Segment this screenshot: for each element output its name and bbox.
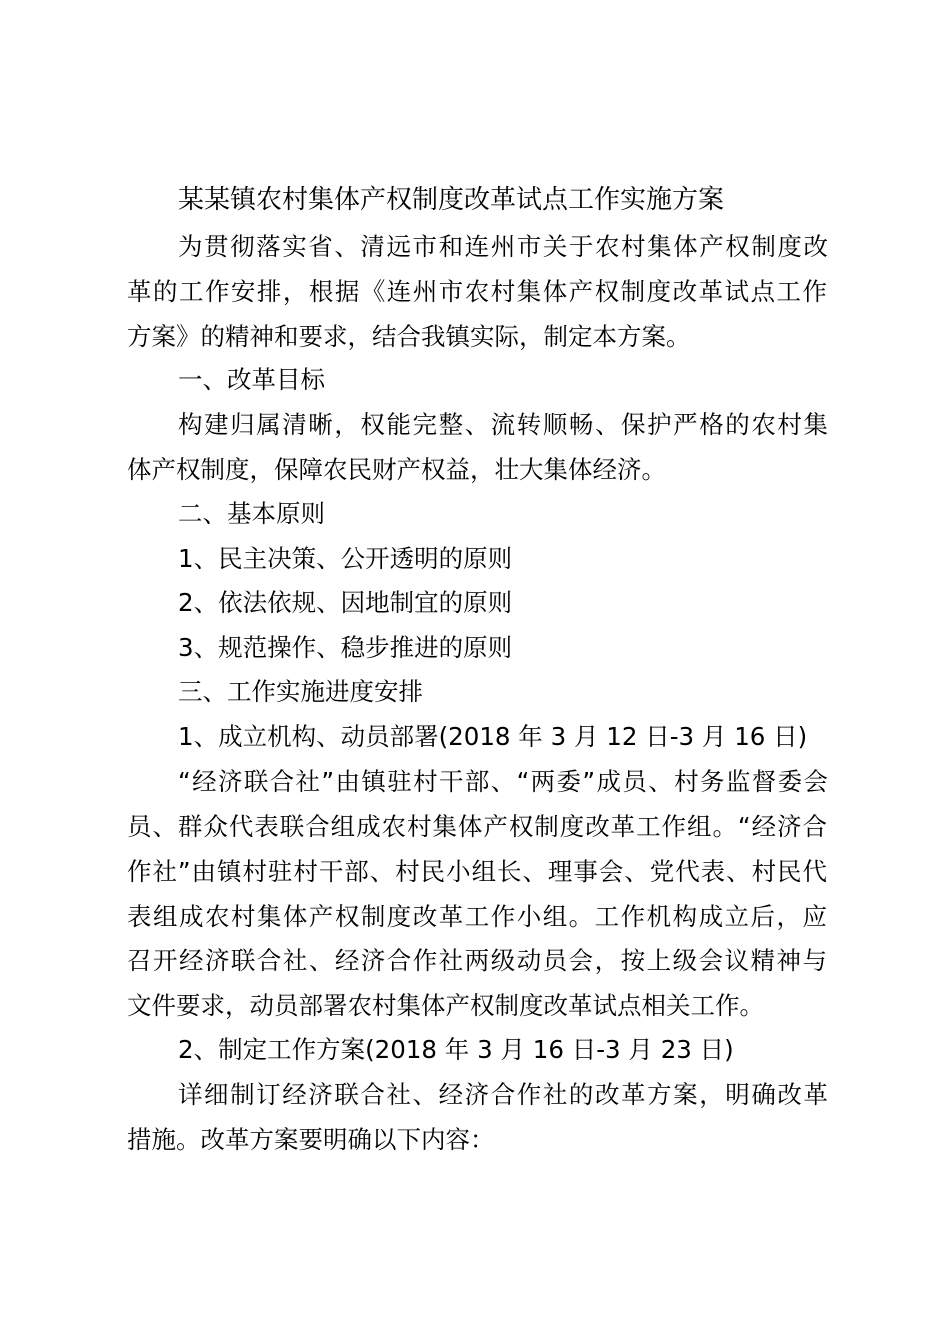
paragraph-line: 详细制订经济联合社、经济合作社的改革方案，明确改革 — [178, 1080, 828, 1109]
paragraph-line: 员、群众代表联合组成农村集体产权制度改革工作组。“经济合 — [127, 812, 827, 841]
paragraph-line: 方案》的精神和要求，结合我镇实际，制定本方案。 — [127, 322, 691, 351]
paragraph-line: 作社”由镇村驻村干部、村民小组长、理事会、党代表、村民代 — [127, 857, 827, 886]
paragraph-line: 召开经济联合社、经济合作社两级动员会，按上级会议精神与 — [127, 946, 827, 975]
paragraph-line: 体产权制度，保障农民财产权益，壮大集体经济。 — [127, 455, 666, 484]
subsection-heading: 1、成立机构、动员部署(2018 年 3 月 12 日-3 月 16 日) — [178, 722, 808, 751]
paragraph-line: 文件要求，动员部署农村集体产权制度改革试点相关工作。 — [127, 991, 764, 1020]
section-heading: 一、改革目标 — [178, 365, 325, 394]
list-item: 2、依法依规、因地制宜的原则 — [178, 588, 513, 617]
list-item: 3、规范操作、稳步推进的原则 — [178, 633, 513, 662]
paragraph-line: 构建归属清晰，权能完整、流转顺畅、保护严格的农村集 — [178, 410, 828, 439]
paragraph-line: 为贯彻落实省、清远市和连州市关于农村集体产权制度改 — [178, 232, 828, 261]
subsection-heading: 2、制定工作方案(2018 年 3 月 16 日-3 月 23 日) — [178, 1035, 734, 1064]
list-item: 1、民主决策、公开透明的原则 — [178, 544, 513, 573]
section-heading: 二、基本原则 — [178, 499, 325, 528]
paragraph-line: 革的工作安排，根据《连州市农村集体产权制度改革试点工作 — [127, 277, 827, 306]
paragraph-line: “经济联合社”由镇驻村干部、“两委”成员、村务监督委会 — [178, 767, 828, 796]
paragraph-line: 措施。改革方案要明确以下内容： — [127, 1125, 495, 1154]
section-heading: 三、工作实施进度安排 — [178, 677, 423, 706]
paragraph-line: 表组成农村集体产权制度改革工作小组。工作机构成立后，应 — [127, 902, 827, 931]
document-title: 某某镇农村集体产权制度改革试点工作实施方案 — [178, 185, 725, 215]
